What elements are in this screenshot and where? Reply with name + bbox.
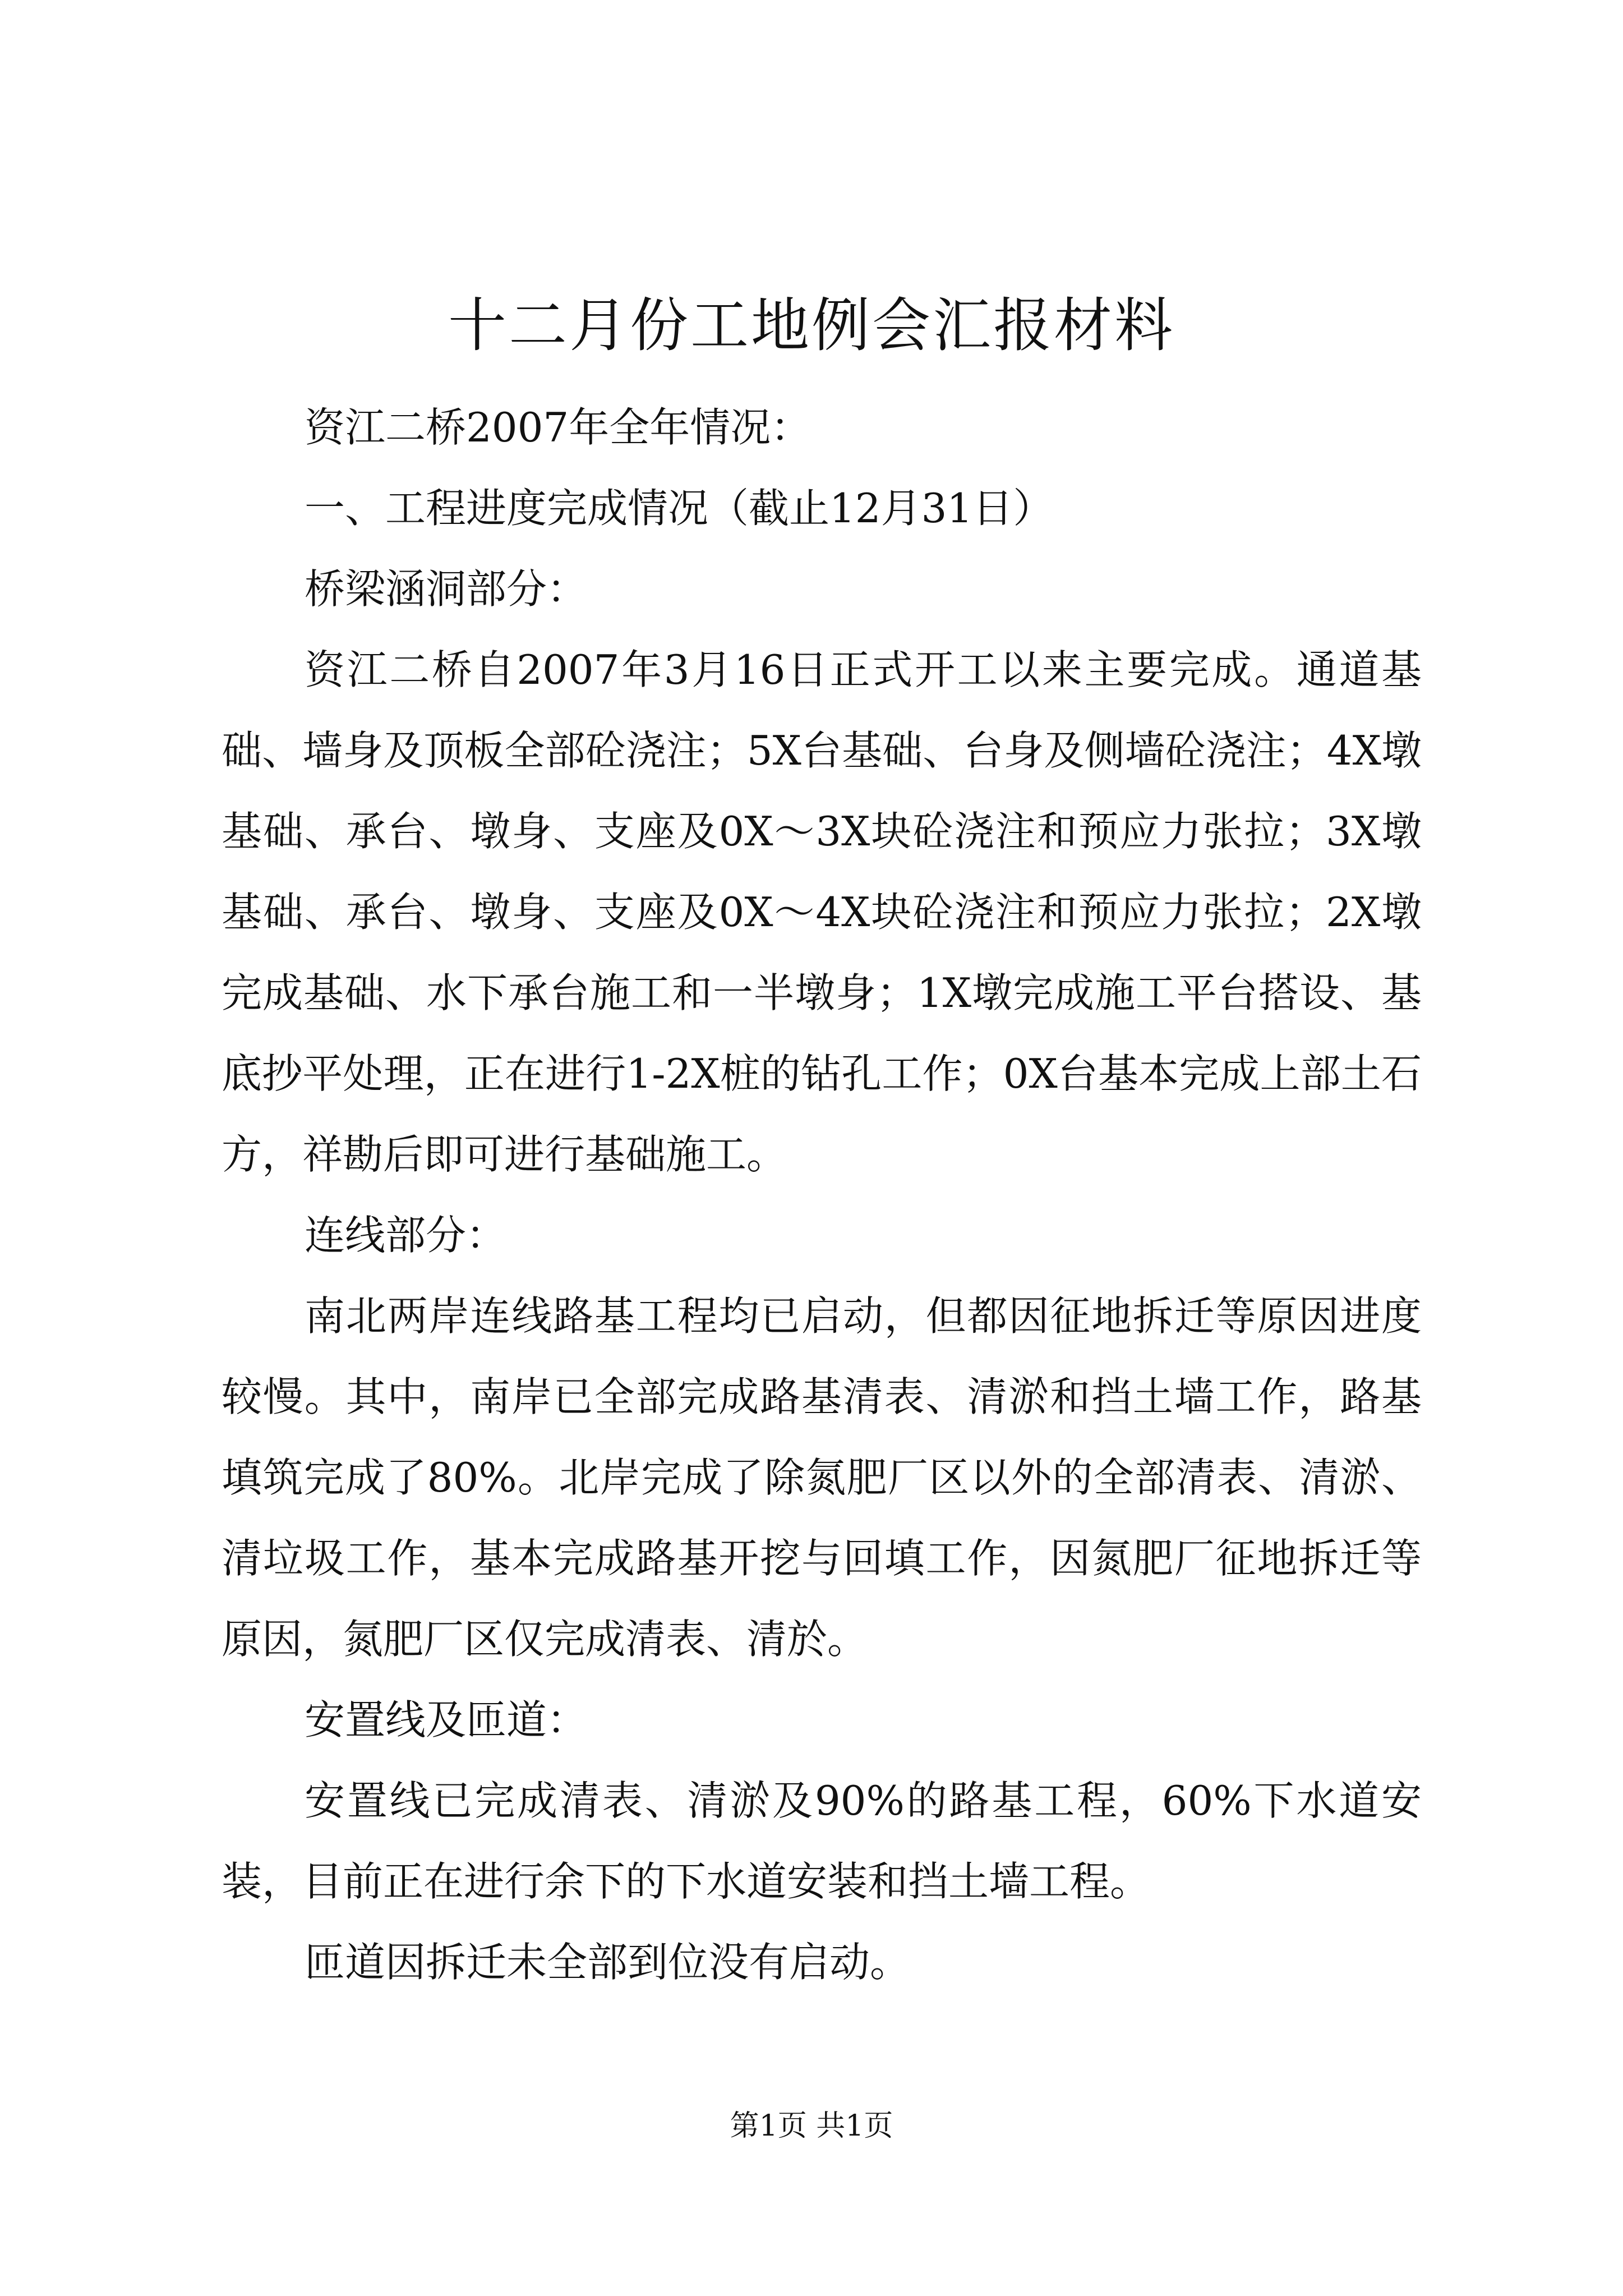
paragraph-progress-heading: 一、工程进度完成情况（截止12月31日）: [305, 485, 1054, 532]
page-footer: 第1页 共1页: [730, 2109, 893, 2143]
document-title: 十二月份工地例会汇报材料: [448, 291, 1175, 360]
paragraph-connection-details: 南北两岸连线路基工程均已启动，但都因征地拆迁等原因进度较慢。其中，南岸已全部完成路基清表、清淤和挡土墙工作，路基填筑完成了80%。北岸完成了除氮肥厂区以外的全部清表、清淤、清垃圾工作，基本完成路基开挖与回填工作，因氮肥厂征地拆迁等原因，氮肥厂区仅完成清表、清於。: [222, 1292, 1422, 1663]
paragraph-ramp-status: 匝道因拆迁未全部到位没有启动。: [305, 1939, 911, 1986]
paragraph-connection-heading: 连线部分：: [305, 1212, 507, 1259]
paragraph-resettlement-heading: 安置线及匝道：: [305, 1696, 588, 1743]
document-body: [222, 387, 1422, 2003]
paragraph-bridge-heading: 桥梁涵洞部分：: [305, 565, 588, 613]
paragraph-bridge-details: 资江二桥自2007年3月16日正式开工以来主要完成。通道基础、墙身及顶板全部砼浇注；5X台基础、台身及侧墙砼浇注；4X墩基础、承台、墩身、支座及0X～3X块砼浇注和预应力张拉；3X墩基础、承台、墩身、支座及0X～4X块砼浇注和预应力张拉；2X墩完成基础、水下承台施工和一半墩身；1X墩完成施工平台搭设、基底抄平处理，正在进行1-2X桩的钻孔工作；0X台基本完成上部土石方，祥勘后即可进行基础施工。: [222, 646, 1422, 1178]
paragraph-resettlement-details: 安置线已完成清表、清淤及90%的路基工程，60%下水道安装，目前正在进行余下的下水道安装和挡土墙工程。: [222, 1777, 1422, 1905]
paragraph-summary-heading: 资江二桥2007年全年情况：: [305, 404, 811, 451]
